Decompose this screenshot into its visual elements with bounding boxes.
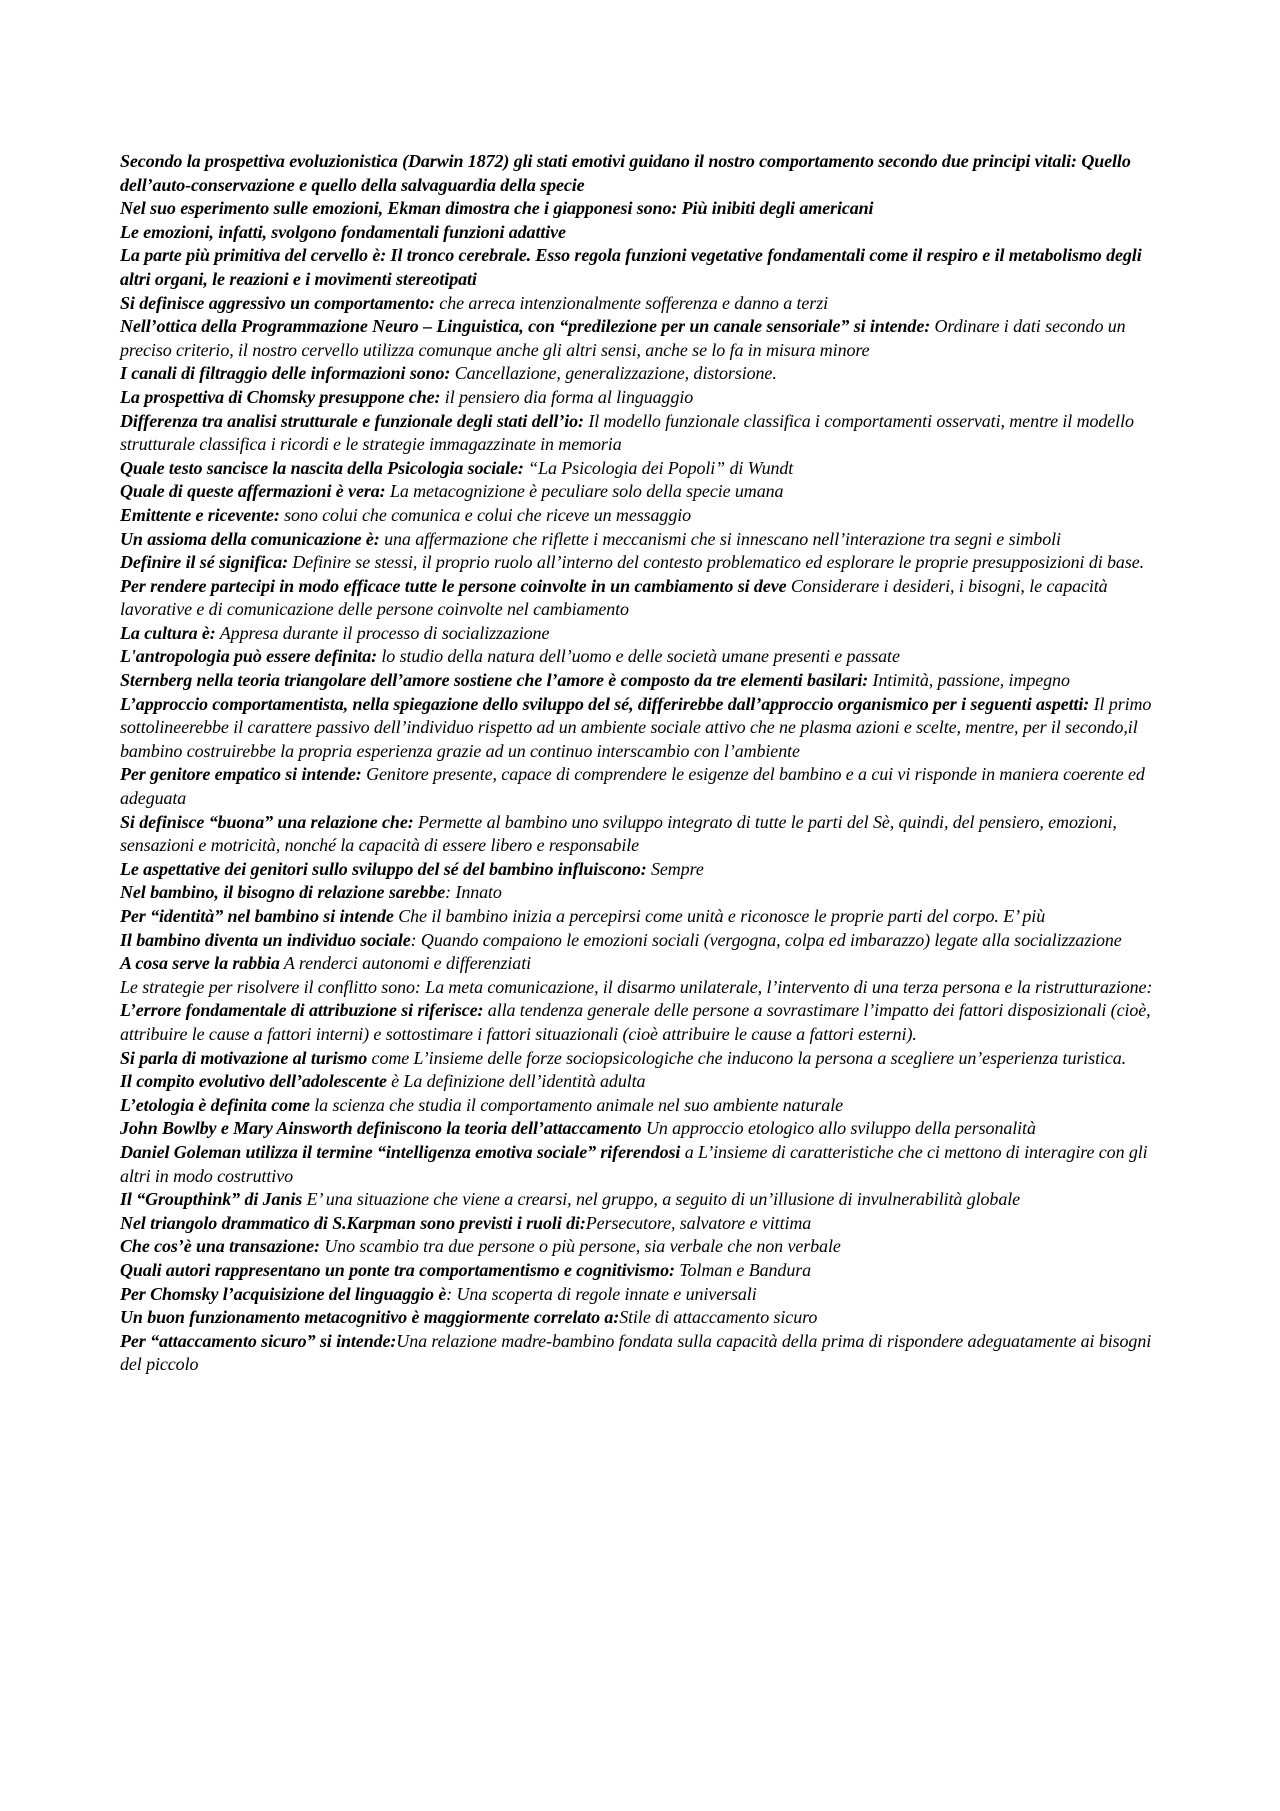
- answer-text: la scienza che studia il comportamento animale nel suo ambiente naturale: [309, 1094, 843, 1115]
- question-text: Il compito evolutivo dell’adolescente: [120, 1071, 387, 1092]
- question-text: A cosa serve la rabbia: [120, 953, 280, 974]
- answer-text: una affermazione che riflette i meccanismi che si innescano nell’interazione tra segni e simboli: [379, 528, 1061, 549]
- question-text: Nell’ottica della Programmazione Neuro – Linguistica, con “predilezione per un canale sensoriale” si intende:: [120, 316, 931, 337]
- qa-entry: [120, 905, 1160, 929]
- question-text: Le emozioni, infatti, svolgono fondamentali funzioni adattive: [120, 221, 566, 242]
- question-text: Quale testo sancisce la nascita della Psicologia sociale:: [120, 457, 524, 478]
- answer-text: sono colui che comunica e colui che riceve un messaggio: [279, 504, 692, 525]
- answer-text: Stile di attaccamento sicuro: [619, 1307, 818, 1328]
- question-text: Daniel Goleman utilizza il termine “intelligenza emotiva sociale” riferendosi: [120, 1141, 681, 1162]
- question-text: Le aspettative dei genitori sullo sviluppo del sé del bambino influiscono:: [120, 858, 647, 879]
- answer-text: Il modello funzionale classifica i comportamenti osservati, mentre il modello strutturale classifica i ricordi e le strategie immagazzinate in memoria: [120, 410, 1134, 455]
- qa-entry: [120, 1235, 1160, 1259]
- question-text: Il “Groupthink” di Janis: [120, 1189, 303, 1210]
- qa-entry: [120, 881, 1160, 905]
- question-text: Si definisce aggressivo un comportamento:: [120, 292, 435, 313]
- qa-entry: [120, 1330, 1160, 1377]
- question-text: Un buon funzionamento metacognitivo è maggiormente correlato a:: [120, 1307, 620, 1328]
- question-text: Per “identità” nel bambino si intende: [120, 906, 394, 926]
- question-text: Per Chomsky l’acquisizione del linguaggio è: [120, 1283, 447, 1304]
- answer-text: La metacognizione è peculiare solo della specie umana: [385, 481, 784, 502]
- qa-entry: [120, 362, 1160, 386]
- answer-text: Le strategie per risolvere il conflitto sono: La meta comunicazione, il disarmo unilaterale, l’intervento di una terza persona e la ristrutturazione:: [120, 976, 1153, 997]
- qa-entry: [120, 480, 1160, 504]
- question-text: John Bowlby e Mary Ainsworth definiscono la teoria dell’attaccamento: [120, 1118, 642, 1139]
- qa-entry: [120, 645, 1160, 669]
- qa-entry: [120, 858, 1160, 882]
- answer-text: Permette al bambino uno sviluppo integrato di tutte le parti del Sè, quindi, del pensiero, emozioni, sensazioni e motricità, nonché la capacità di essere libero e responsabile: [120, 811, 1117, 856]
- qa-entry: [120, 197, 1160, 221]
- qa-entry: [120, 693, 1160, 764]
- qa-entry: [120, 528, 1160, 552]
- answer-text: Genitore presente, capace di comprendere le esigenze del bambino e a cui vi risponde in maniera coerente ed adeguata: [120, 764, 1145, 809]
- answer-text: che arreca intenzionalmente sofferenza e danno a terzi: [434, 292, 828, 313]
- answer-text: è La definizione dell’identità adulta: [386, 1071, 646, 1092]
- qa-entry: [120, 976, 1160, 1000]
- question-text: Il bambino diventa un individuo sociale: [120, 929, 411, 950]
- question-text: Si definisce “buona” una relazione che:: [120, 811, 414, 832]
- qa-entry: [120, 1283, 1160, 1307]
- answer-text: A renderci autonomi e differenziati: [279, 953, 532, 974]
- qa-entry: [120, 292, 1160, 316]
- question-text: Nel bambino, il bisogno di relazione sarebbe: [120, 882, 446, 903]
- qa-entry: [120, 952, 1160, 976]
- qa-entry: [120, 244, 1160, 291]
- question-text: Definire il sé significa:: [120, 552, 288, 573]
- qa-entry: [120, 1306, 1160, 1330]
- question-text: Sternberg nella teoria triangolare dell’amore sostiene che l’amore è composto da tre elementi basilari:: [120, 670, 869, 691]
- answer-text: a L’insieme di caratteristiche che ci mettono di interagire con gli altri in modo costruttivo: [120, 1141, 1148, 1186]
- qa-entry: [120, 504, 1160, 528]
- answer-text: il pensiero dia forma al linguaggio: [440, 386, 694, 407]
- answer-text: E’ una situazione che viene a crearsi, nel gruppo, a seguito di un’illusione di invulnerabilità globale: [302, 1189, 1021, 1210]
- question-text: Nel suo esperimento sulle emozioni, Ekman dimostra che i giapponesi sono: Più inibiti degli americani: [120, 198, 874, 219]
- question-text: La prospettiva di Chomsky presuppone che:: [120, 386, 441, 407]
- question-text: L’approccio comportamentista, nella spiegazione dello sviluppo del sé, differirebbe dall’approccio organismico per i seguenti aspetti:: [120, 693, 1090, 714]
- qa-entry: [120, 999, 1160, 1046]
- qa-entry: [120, 315, 1160, 362]
- answer-text: Persecutore, salvatore e vittima: [585, 1212, 812, 1233]
- qa-entry: [120, 410, 1160, 457]
- answer-text: : Una scoperta di regole innate e universali: [446, 1283, 757, 1304]
- answer-text: : Innato: [445, 882, 502, 903]
- qa-entry: [120, 1141, 1160, 1188]
- question-text: Un assioma della comunicazione è:: [120, 528, 380, 549]
- question-text: Si parla di motivazione al turismo: [120, 1047, 368, 1068]
- qa-entry: [120, 1094, 1160, 1118]
- answer-text: Cancellazione, generalizzazione, distorsione.: [450, 363, 777, 384]
- qa-entry: [120, 575, 1160, 622]
- answer-text: Che il bambino inizia a percepirsi come unità e riconosce le proprie parti del corpo. E’ più: [393, 906, 1046, 926]
- answer-text: Uno scambio tra due persone o più persone, sia verbale che non verbale: [319, 1236, 841, 1257]
- answer-text: alla tendenza generale delle persone a sovrastimare l’impatto dei fattori disposizionali (cioè, attribuire le cause a fattori interni) e sottostimare i fattori situazionali (cioè attribuire le cause a fattori esterni).: [120, 1000, 1151, 1044]
- answer-text: Appresa durante il processo di socializzazione: [215, 622, 550, 643]
- question-text: Per rendere partecipi in modo efficace tutte le persone coinvolte in un cambiamento si deve: [120, 575, 787, 596]
- answer-text: Considerare i desideri, i bisogni, le capacità lavorative e di comunicazione delle persone coinvolte nel cambiamento: [120, 575, 1108, 620]
- qa-entry: [120, 1188, 1160, 1212]
- question-text: L’errore fondamentale di attribuzione si riferisce:: [120, 1000, 484, 1021]
- qa-entry: [120, 150, 1160, 197]
- answer-text: come L’insieme delle forze sociopsicologiche che inducono la persona a scegliere un’esperienza turistica.: [367, 1047, 1127, 1068]
- answer-text: “La Psicologia dei Popoli” di Wundt: [523, 457, 794, 478]
- qa-entry: [120, 622, 1160, 646]
- answer-text: : Quando compaiono le emozioni sociali (vergogna, colpa ed imbarazzo) legate alla socializzazione: [410, 929, 1122, 950]
- qa-entry: [120, 457, 1160, 481]
- answer-text: lo studio della natura dell’uomo e delle società umane presenti e passate: [377, 646, 900, 667]
- answer-text: Il primo sottolineerebbe il carattere passivo dell’individuo rispetto ad un ambiente sociale attivo che ne plasma azioni e scelte, mentre, per il secondo,il bambino costruirebbe la propria esperienza grazie ad un continuo interscambio con l’ambiente: [120, 693, 1152, 761]
- answer-text: Ordinare i dati secondo un preciso criterio, il nostro cervello utilizza comunque anche gli altri sensi, anche se lo fa in misura minore: [120, 316, 1126, 360]
- answer-text: Intimità, passione, impegno: [868, 670, 1070, 691]
- qa-entry: [120, 386, 1160, 410]
- qa-entry: [120, 763, 1160, 810]
- qa-entry: [120, 1070, 1160, 1094]
- answer-text: Tolman e Bandura: [674, 1259, 812, 1280]
- qa-entry: [120, 221, 1160, 245]
- answer-text: Una relazione madre-bambino fondata sulla capacità della prima di rispondere adeguatamente ai bisogni del piccolo: [120, 1330, 1152, 1375]
- answer-text: Un approccio etologico allo sviluppo della personalità: [641, 1118, 1036, 1139]
- qa-entry: [120, 1047, 1160, 1071]
- question-text: Per “attaccamento sicuro” si intende:: [120, 1330, 397, 1351]
- answer-text: Definire se stessi, il proprio ruolo all’interno del contesto problematico ed esplorare le proprie presupposizioni di base.: [287, 552, 1145, 573]
- question-text: I canali di filtraggio delle informazioni sono:: [120, 363, 451, 384]
- question-text: L’etologia è definita come: [120, 1094, 310, 1115]
- qa-entry: [120, 669, 1160, 693]
- question-text: Emittente e ricevente:: [120, 504, 280, 525]
- qa-entry: [120, 1117, 1160, 1141]
- question-text: La cultura è:: [120, 622, 216, 643]
- qa-entry: [120, 551, 1160, 575]
- question-text: Che cos’è una transazione:: [120, 1236, 320, 1257]
- question-text: Nel triangolo drammatico di S.Karpman sono previsti i ruoli di:: [120, 1212, 586, 1233]
- answer-text: Sempre: [646, 858, 704, 879]
- question-text: Quali autori rappresentano un ponte tra comportamentismo e cognitivismo:: [120, 1259, 675, 1280]
- question-text: Differenza tra analisi strutturale e funzionale degli stati dell’io:: [120, 410, 584, 431]
- question-text: La parte più primitiva del cervello è: Il tronco cerebrale. Esso regola funzioni vegetative fondamentali come il respiro e il metabolismo degli altri organi, le reazioni e i movimenti stereotipati: [120, 245, 1142, 289]
- question-text: Per genitore empatico si intende:: [120, 764, 362, 785]
- question-text: L'antropologia può essere definita:: [120, 646, 377, 667]
- qa-entry: [120, 1259, 1160, 1283]
- question-text: Quale di queste affermazioni è vera:: [120, 481, 386, 502]
- qa-entry: [120, 811, 1160, 858]
- qa-entry: [120, 929, 1160, 953]
- qa-entry: [120, 1212, 1160, 1236]
- question-text: Secondo la prospettiva evoluzionistica (Darwin 1872) gli stati emotivi guidano il nostro comportamento secondo due principi vitali: Quello dell’auto-conservazione e quello della salvaguardia della specie: [120, 151, 1131, 195]
- document-body: [120, 150, 1160, 1377]
